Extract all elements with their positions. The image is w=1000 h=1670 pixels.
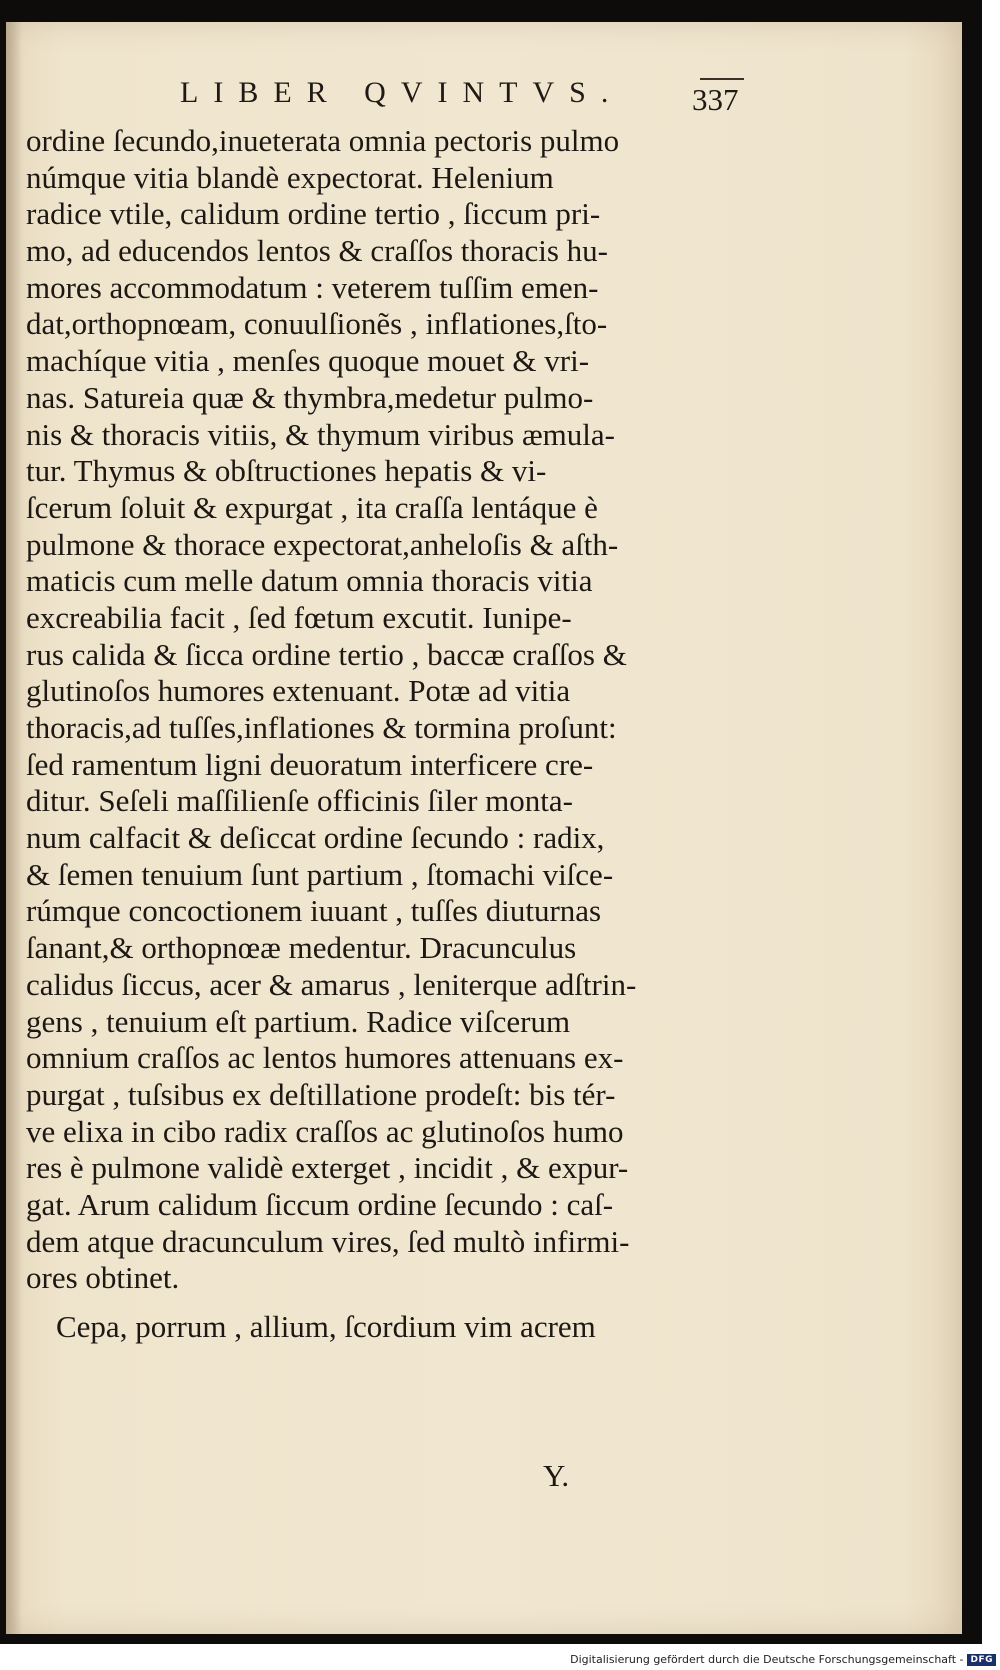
text-line: ve elixa in cibo radix craſſos ac glutinoſos humo <box>26 1113 624 1149</box>
digitization-credit <box>570 1653 996 1666</box>
dfg-logo: DFG <box>967 1654 996 1666</box>
text-line: gens , tenuium eſt partium. Radice viſcerum <box>26 1003 571 1039</box>
text-line: res è pulmone validè exterget , incidit , & expur- <box>26 1150 629 1186</box>
text-line: thoracis,ad tuſſes,inflationes & tormina proſunt: <box>26 710 617 745</box>
text-line: machíque vitia , menſes quoque mouet & vri- <box>26 343 590 379</box>
text-line: ordine ſecundo,inueterata omnia pectoris pulmo <box>26 123 620 158</box>
text-line: ſanant,& orthopnœæ medentur. Dracunculus <box>26 930 577 966</box>
paragraph-start-line: Cepa, porrum , allium, ſcordium vim acrem <box>56 1309 596 1344</box>
text-line: glutinoſos humores extenuant. Potæ ad vitia <box>26 673 571 709</box>
text-line: ores obtinet. <box>26 1260 180 1296</box>
text-line: númque vitia blandè expectorat. Helenium <box>26 159 554 195</box>
text-line: dem atque dracunculum vires, ſed multò infirmi- <box>26 1223 630 1259</box>
text-line: dat,orthopnœam, conuulſionẽs , inflationes,ſto- <box>26 306 608 342</box>
text-line: excreabilia facit , ſed fœtum excutit. Iunipe- <box>26 599 572 635</box>
text-line: maticis cum melle datum omnia thoracis vitia <box>26 563 593 599</box>
text-line: gat. Arum calidum ſiccum ordine ſecundo : caſ- <box>26 1186 614 1222</box>
text-line: rus calida & ſicca ordine tertio , baccæ craſſos & <box>26 636 627 672</box>
text-line: rúmque concoctionem iuuant , tuſſes diuturnas <box>26 893 602 929</box>
folio-rule <box>700 78 744 80</box>
text-line: nis & thoracis vitiis, & thymum viribus æmula- <box>26 416 615 452</box>
text-line: ſcerum ſoluit & expurgat , ita craſſa lentáque è <box>26 489 598 525</box>
text-line: nas. Satureia quæ & thymbra,medetur pulmo- <box>26 379 594 415</box>
text-line: radice vtile, calidum ordine tertio , ſiccum pri- <box>26 196 601 232</box>
page-binding-shadow <box>6 22 22 1634</box>
text-line: tur. Thymus & obſtructiones hepatis & vi- <box>26 453 547 489</box>
text-line: ditur. Seſeli maſſilienſe officinis ſiler monta- <box>26 783 573 819</box>
text-line: mo, ad educendos lentos & craſſos thoracis hu- <box>26 233 608 269</box>
text-line: & ſemen tenuium ſunt partium , ſtomachi viſce- <box>26 856 614 892</box>
text-line: purgat , tuſsibus ex deſtillatione prodeſt: bis tér- <box>26 1076 616 1112</box>
signature-mark: Y. <box>543 1458 570 1493</box>
text-line: num calfacit & deſiccat ordine ſecundo : radix, <box>26 820 605 856</box>
text-line: ſed ramentum ligni deuoratum interficere cre- <box>26 746 594 782</box>
text-line: omnium craſſos ac lentos humores attenuans ex- <box>26 1040 624 1076</box>
running-title: LIBER QVINTVS. <box>180 76 624 109</box>
body-text <box>26 123 738 1346</box>
text-line: calidus ſiccus, acer & amarus , leniterque adſtrin- <box>26 966 637 1002</box>
text-line: mores accommodatum : veterem tuſſim emen- <box>26 269 599 305</box>
text-line: pulmone & thorace expectorat,anheloſis & aſth- <box>26 526 619 562</box>
page-number: 337 <box>692 82 739 117</box>
credit-text: Digitalisierung gefördert durch die Deutsche Forschungsgemeinschaft - <box>570 1653 964 1666</box>
